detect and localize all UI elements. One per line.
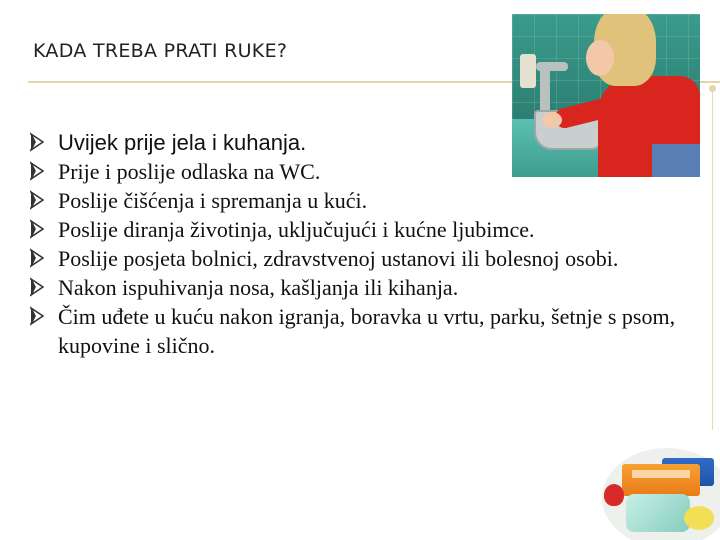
list-item-text: Poslije posjeta bolnici, zdravstvenoj ustanovi ili bolesnoj osobi. [58, 246, 619, 271]
list-item-text: Prije i poslije odlaska na WC. [58, 159, 321, 184]
list-item [30, 244, 710, 273]
list-item-text: Poslije čišćenja i spremanja u kući. [58, 188, 368, 213]
arrow-bullet-icon [30, 306, 44, 326]
bullet-list [30, 128, 710, 360]
list-item [30, 215, 710, 244]
slide-title: KADA TREBA PRATI RUKE? [33, 40, 288, 62]
list-item-text: Poslije diranja životinja, uključujući i kućne ljubimce. [58, 217, 535, 242]
list-item [30, 186, 710, 215]
arrow-bullet-icon [30, 277, 44, 297]
list-item-text: Uvijek prije jela i kuhanja. [58, 130, 307, 155]
arrow-bullet-icon [30, 190, 44, 210]
list-item [30, 302, 710, 360]
arrow-bullet-icon [30, 161, 44, 181]
list-item-text: Nakon ispuhivanja nosa, kašljanja ili kihanja. [58, 275, 459, 300]
right-divider [712, 90, 713, 430]
list-item-text: Čim uđete u kuću nakon igranja, boravka u vrtu, parku, šetnje s psom, kupovine i slično. [58, 304, 676, 358]
arrow-bullet-icon [30, 219, 44, 239]
arrow-bullet-icon [30, 248, 44, 268]
soap-products-photo [596, 440, 720, 540]
list-item [30, 157, 710, 186]
arrow-bullet-icon [30, 132, 44, 152]
list-item [30, 273, 710, 302]
list-item [30, 128, 710, 157]
